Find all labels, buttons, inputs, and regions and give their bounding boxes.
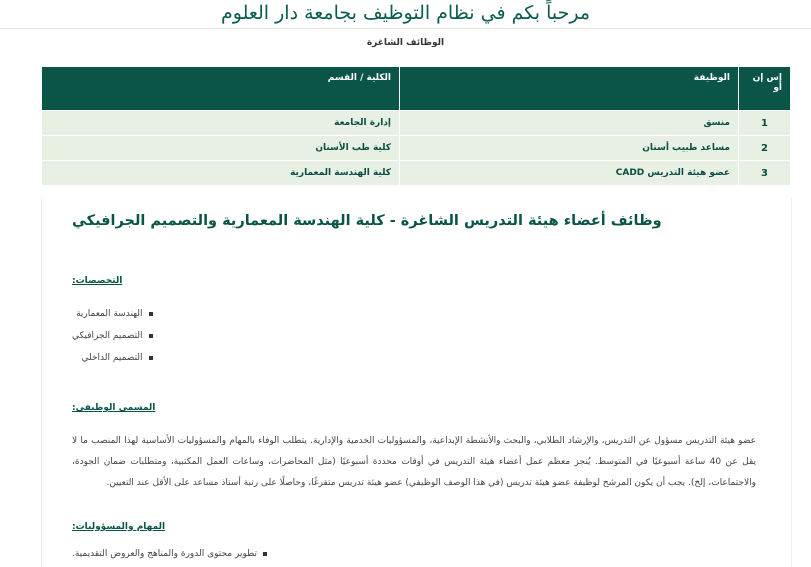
cell-serial: 1 [739,111,791,136]
cell-job-link[interactable]: مساعد طبيب أسنان [400,136,739,161]
table-row[interactable] [42,111,791,136]
job-description: عضو هيئة التدريس مسؤول عن التدريس، والإرشاد الطلابي، والبحث والأنشطة الإبداعية، والمسؤوليات الخدمية والإدارية. يتطلب الوفاء بالمهام والمسؤوليات الأساسية لهذا المنصب ما لا يقل عن 40 ساعة أسبوعيًا في المتوسط. يُنجز معظم عمل أعضاء هيئة التدريس في أوقات محددة أسبوعيًا (مثل المحاضرات، وساعات العمل المكتبية، ومتطلبات ضمان الجودة، والاجتماعات، إلخ). يجب أن يكون المرشح لوظيفة عضو هيئة تدريس (في هذا الوصف الوظيفي) عضو هيئة تدريس متفرغًا، وحاصلًا على رتبة أستاذ مساعد على الأقل عند التعيين. [72,436,756,488]
list-item: التصميم الجرافيكي [72,325,161,347]
page-title: مرحباً بكم في نظام التوظيف بجامعة دار العلوم [220,2,590,24]
bullet-icon [149,356,153,360]
vacancies-table [41,67,790,185]
cell-college: كلية طب الأسنان [42,136,400,161]
list-item: التصميم الداخلي [72,347,161,369]
cell-job-link[interactable]: منسق [400,111,739,136]
job-detail-panel [41,197,792,567]
job-title-heading: المسمى الوظيفي: [72,403,156,413]
list-item: تطوير محتوى الدورة والمناهج والعروض التقديمية. [72,549,275,559]
specializations-list [72,303,161,369]
cell-college: إدارة الجامعة [42,111,400,136]
list-item: الهندسة المعمارية [72,303,161,325]
table-row[interactable] [42,161,791,186]
header-job: الوظيفة [400,67,739,111]
table-header-row [42,67,791,111]
duties-list [72,549,275,559]
cell-college: كلية الهندسة المعمارية [42,161,400,186]
job-detail-title: وظائف أعضاء هيئة التدريس الشاغرة - كلية الهندسة المعمارية والتصميم الجرافيكي [72,213,662,229]
page-header [0,0,811,29]
cell-serial: 2 [739,136,791,161]
duties-heading: المهام والمسؤوليات: [72,522,166,532]
vacancies-label: الوظائف الشاغرة [366,38,445,48]
table-row[interactable] [42,136,791,161]
cell-serial: 3 [739,161,791,186]
bullet-icon [149,312,153,316]
header-college: الكلية / القسم [42,67,400,111]
header-serial: إس إن أو [739,67,791,111]
bullet-icon [263,552,267,556]
cell-job-link[interactable]: عضو هيئة التدريس CADD [400,161,739,186]
specializations-heading: التخصصات: [72,276,123,286]
bullet-icon [149,334,153,338]
